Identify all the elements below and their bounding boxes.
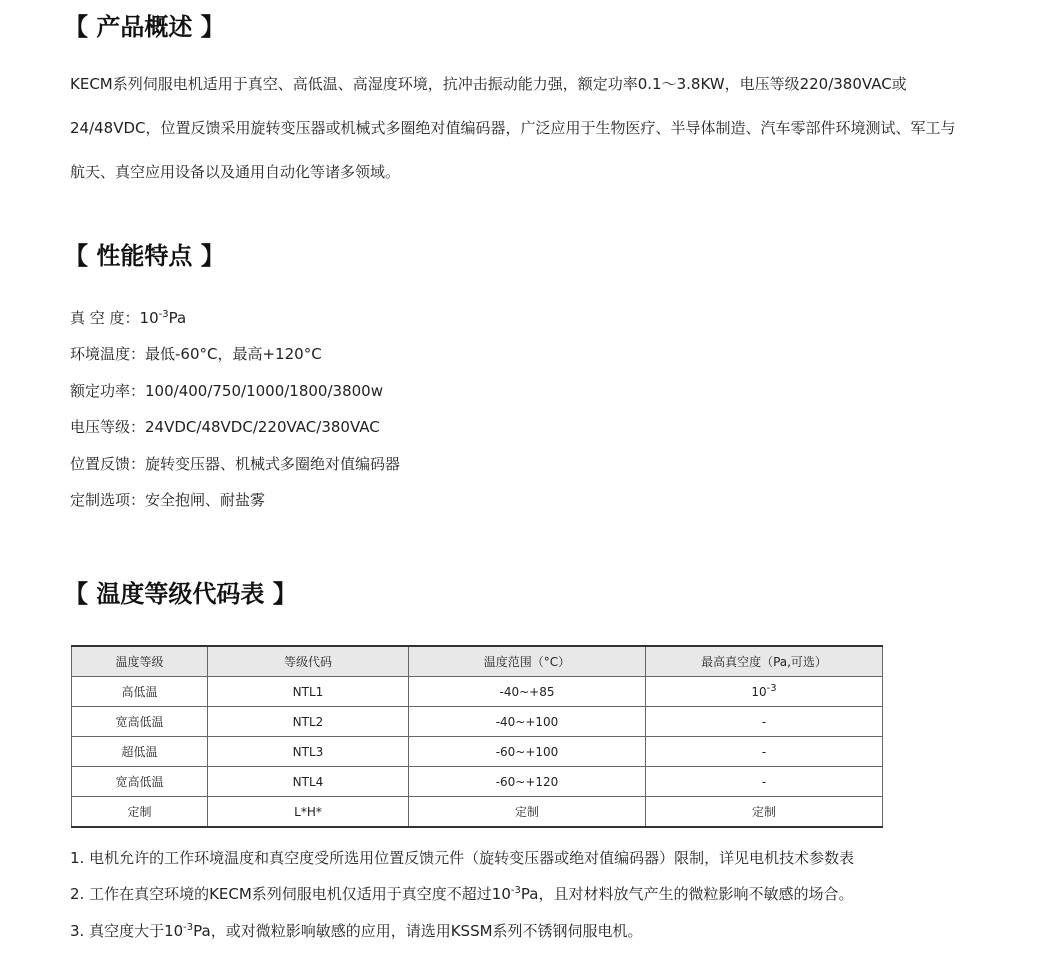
header-range: 温度范围（°C） bbox=[409, 646, 646, 677]
temp-table-heading: 【 温度等级代码表 】 bbox=[64, 580, 297, 608]
feature-vacuum: 真 空 度：$10^{-3}Pa$ bbox=[70, 309, 187, 327]
feature-power: 额定功率：100/400/750/1000/1800/3800w bbox=[70, 382, 383, 400]
header-code: 等级代码 bbox=[208, 646, 409, 677]
table-row: 宽高低温 NTL4 -60~+120 - bbox=[72, 767, 883, 797]
feature-label: 额定功率： bbox=[70, 382, 146, 400]
note-2: 2. 工作在真空环境的KECM系列伺服电机仅适用于真空度不超过$10^{-3}Pa$，且对材料放气产生的微粒影响不敏感的场合。 bbox=[70, 885, 854, 903]
table-row: 超低温 NTL3 -60~+100 - bbox=[72, 737, 883, 767]
feature-label: 定制选项： bbox=[70, 491, 146, 509]
note-1: 1. 电机允许的工作环境温度和真空度受所选用位置反馈元件（旋转变压器或绝对值编码器）限制，详见电机技术参数表 bbox=[70, 849, 855, 867]
temperature-grade-table bbox=[71, 645, 883, 828]
feature-options: 定制选项：安全抱闸、耐盐雾 bbox=[70, 491, 266, 509]
feature-label: 位置反馈： bbox=[70, 455, 146, 473]
header-grade: 温度等级 bbox=[72, 646, 208, 677]
overview-heading: 【 产品概述 】 bbox=[64, 13, 225, 41]
feature-feedback: 位置反馈：旋转变压器、机械式多圈绝对值编码器 bbox=[70, 455, 401, 473]
table-row: 高低温 NTL1 -40~+85 $10^{-3}$ bbox=[72, 677, 883, 707]
header-vacuum: 最高真空度（Pa,可选） bbox=[646, 646, 883, 677]
feature-temperature: 环境温度：最低-60°C，最高+120°C bbox=[70, 345, 322, 363]
feature-label: 真 空 度： bbox=[70, 309, 140, 327]
feature-label: 电压等级： bbox=[70, 418, 146, 436]
table-row: 定制 L*H* 定制 定制 bbox=[72, 797, 883, 828]
feature-voltage: 电压等级：24VDC/48VDC/220VAC/380VAC bbox=[70, 418, 380, 436]
overview-paragraph: KECM系列伺服电机适用于真空、高低温、高湿度环境，抗冲击振动能力强，额定功率0.1～3.8KW，电压等级220/380VAC或24/48VDC，位置反馈采用旋转变压器或机械式多圈绝对值编码器，广泛应用于生物医疗、半导体制造、汽车零部件环境测试、军工与航天、真空应用设备以及通用自动化等诸多领域。 bbox=[70, 75, 956, 181]
note-3: 3. 真空度大于$10^{-3}Pa$，或对微粒影响敏感的应用，请选用KSSM系列不锈钢伺服电机。 bbox=[70, 922, 643, 940]
table-row: 宽高低温 NTL2 -40~+100 - bbox=[72, 707, 883, 737]
table-header-row bbox=[72, 646, 883, 677]
feature-label: 环境温度： bbox=[70, 345, 146, 363]
features-heading: 【 性能特点 】 bbox=[64, 242, 225, 270]
